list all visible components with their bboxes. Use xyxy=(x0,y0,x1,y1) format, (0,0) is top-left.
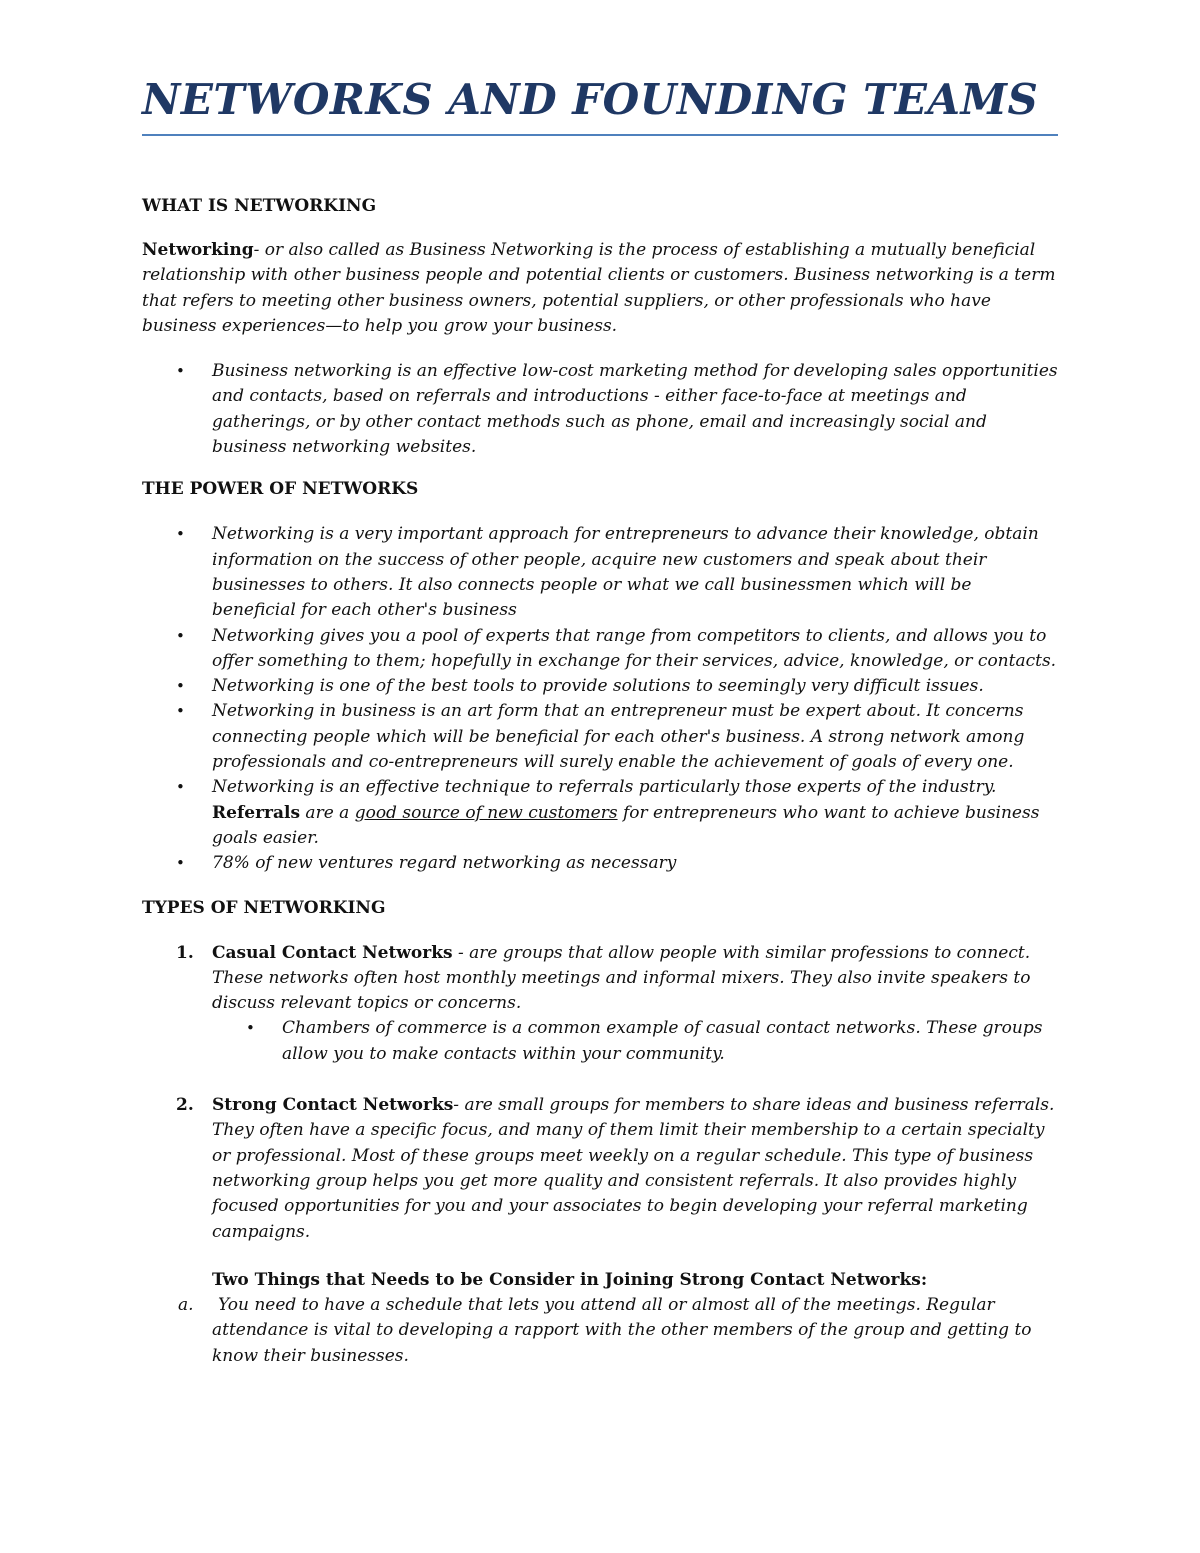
referrals-underlined-text: good source of new customers xyxy=(354,802,618,823)
list-item xyxy=(142,624,1058,675)
referrals-term: Referrals xyxy=(212,802,301,823)
bullet-icon: • xyxy=(176,677,185,696)
casual-contact-term: Casual Contact Networks xyxy=(212,942,453,963)
list-item xyxy=(142,851,1058,876)
list-item xyxy=(142,674,1058,699)
list-item-text: Networking is one of the best tools to provide solutions to seemingly very difficult issues. xyxy=(212,676,984,697)
list-item-text: Business networking is an effective low-cost marketing method for developing sales opportunities and contacts, based on referrals and introductions - either face-to-face at meetings and gatherings, or by other contact methods such as phone, email and increasingly social and business networking websites. xyxy=(212,361,1058,458)
strong-contact-term: Strong Contact Networks xyxy=(212,1095,454,1116)
list-item-text: Networking in business is an art form that an entrepreneur must be expert about. It concerns connecting people which will be beneficial for each other's business. A strong network among professionals and co-entrepreneurs will surely enable the achievement of goals of every one. xyxy=(212,701,1025,773)
referrals-text-before: are a xyxy=(300,802,355,823)
consider-block xyxy=(142,1268,1058,1293)
section-heading-power-of-networks: THE POWER OF NETWORKS xyxy=(142,479,419,500)
casual-contact-sub-bullets xyxy=(212,1016,1058,1067)
power-bullets xyxy=(142,522,1058,876)
section-heading-types-of-networking: TYPES OF NETWORKING xyxy=(142,897,386,918)
list-item xyxy=(212,1016,1058,1067)
list-item-text: Networking gives you a pool of experts that range from competitors to clients, and allows you to offer something to them; hopefully in exchange for their services, advice, knowledge, or contacts. xyxy=(212,625,1057,671)
referrals-text-after: for entrepreneurs who want to achieve business goals easier. xyxy=(212,802,1040,848)
list-item xyxy=(142,359,1058,460)
casual-contact-text: - are groups that allow people with similar professions to connect. These networks often host monthly meetings and informal mixers. They also invite speakers to discuss relevant topics or concerns. xyxy=(212,942,1031,1014)
list-item xyxy=(142,699,1058,775)
strong-contact-text: - are small groups for members to share ideas and business referrals. They often have a specific focus, and many of them limit their membership to a certain specialty or professional. Most of these groups meet weekly on a regular schedule. This type of business networking group helps you get more quality and consistent referrals. It also provides highly focused opportunities for you and your associates to begin developing your referral marketing campaigns. xyxy=(212,1095,1055,1242)
bullet-icon: • xyxy=(176,778,185,797)
types-list xyxy=(142,941,1058,1245)
consider-list xyxy=(178,1293,1058,1369)
list-item-strong-contact xyxy=(142,1093,1058,1245)
document-title: NETWORKS AND FOUNDING TEAMS xyxy=(142,72,1058,136)
bullet-icon: • xyxy=(246,1019,255,1038)
list-item xyxy=(178,1293,1058,1369)
list-item-text: 78% of new ventures regard networking as necessary xyxy=(212,853,677,874)
list-item-referrals xyxy=(142,775,1058,851)
bullet-icon: • xyxy=(176,525,185,544)
consider-heading: Two Things that Needs to be Consider in Joining Strong Contact Networks: xyxy=(212,1269,928,1290)
item-letter: a. xyxy=(178,1295,194,1316)
bullet-icon: • xyxy=(176,626,185,645)
item-number: 2. xyxy=(176,1095,194,1116)
bullet-icon: • xyxy=(176,702,185,721)
networking-definition xyxy=(142,238,1058,339)
item-number: 1. xyxy=(176,942,194,963)
bullet-icon: • xyxy=(176,854,185,873)
list-item xyxy=(142,522,1058,623)
list-item-text: Networking is an effective technique to referrals particularly those experts of the industry. xyxy=(212,777,997,798)
list-item-text: You need to have a schedule that lets you attend all or almost all of the meetings. Regular attendance is vital to developing a rapport with the other members of the group and getting to know their businesses. xyxy=(212,1295,1032,1366)
list-item-text: Networking is a very important approach for entrepreneurs to advance their knowledge, obtain information on the success of other people, acquire new customers and speak about their businesses to others. It also connects people or what we call businessmen which will be beneficial for each other's business xyxy=(212,524,1039,621)
networking-definition-text: - or also called as Business Networking is the process of establishing a mutually beneficial relationship with other business people and potential clients or customers. Business networking is a term that refers to meeting other business owners, potential suppliers, or other professionals who have business experiences—to help you grow your business. xyxy=(142,240,1056,336)
networking-term: Networking xyxy=(142,240,254,260)
section-heading-what-is-networking: WHAT IS NETWORKING xyxy=(142,196,377,216)
bullet-icon: • xyxy=(176,362,185,381)
list-item-text: Chambers of commerce is a common example of casual contact networks. These groups allow you to make contacts within your community. xyxy=(282,1018,1043,1064)
list-item-casual-contact xyxy=(142,941,1058,1067)
document-page xyxy=(142,72,1058,1369)
what-is-bullets xyxy=(142,359,1058,460)
